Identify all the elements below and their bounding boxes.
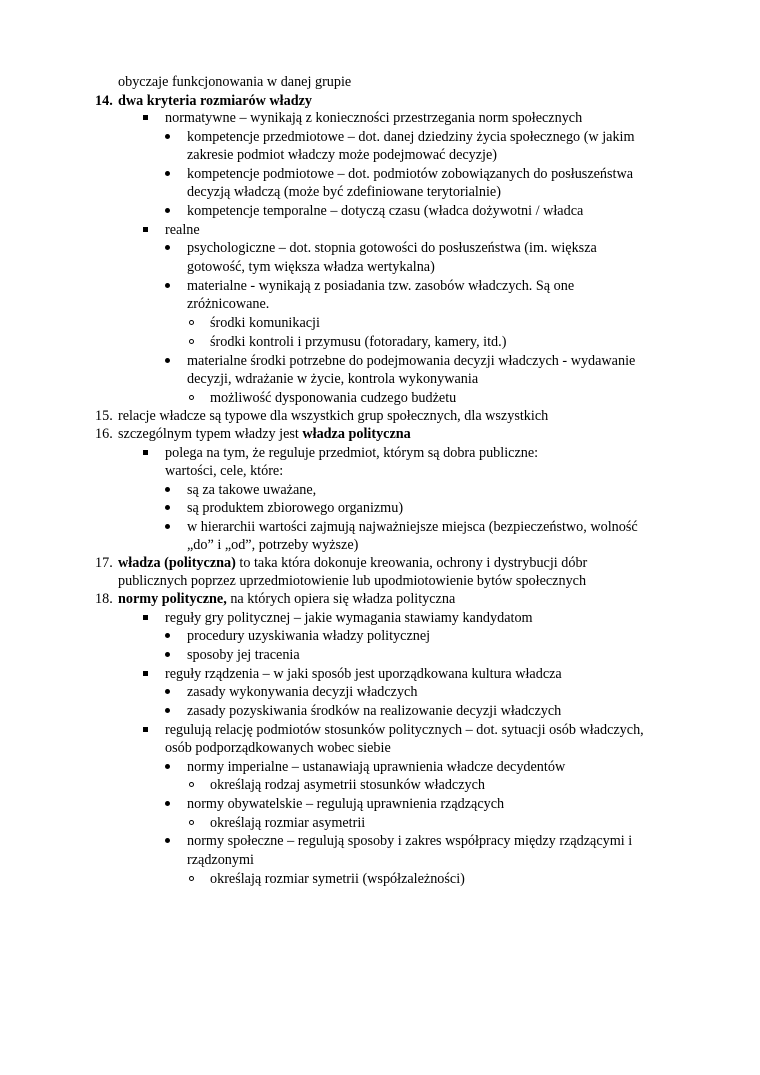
text-line	[118, 425, 411, 443]
circle-bullet-icon	[189, 876, 194, 881]
text-line: kompetencje temporalne – dotyczą czasu (władca dożywotni / władca	[187, 203, 584, 219]
text-line: normy imperialne – ustanawiają uprawnienia władcze decydentów	[187, 759, 566, 775]
text-line: kompetencje podmiotowe – dot. podmiotów zobowiązanych do posłuszeństwa	[187, 166, 634, 182]
text-line: w hierarchii wartości zajmują najważniejsze miejsca (bezpieczeństwo, wolność	[187, 519, 638, 535]
text-line: kompetencje przedmiotowe – dot. danej dziedziny życia społecznego (w jakim	[187, 129, 635, 145]
text-line: normatywne – wynikają z konieczności przestrzegania norm społecznych	[165, 110, 583, 126]
bullet-icon	[165, 652, 170, 657]
text-line: są za takowe uważane,	[187, 482, 317, 498]
list-item-heading: dwa kryteria rozmiarów władzy	[118, 93, 312, 109]
bullet-icon	[165, 524, 170, 529]
text-line: materialne - wynikają z posiadania tzw. zasobów władczych. Są one	[187, 278, 575, 294]
text-line: zróżnicowane.	[187, 296, 270, 312]
text-line: określają rozmiar asymetrii	[210, 815, 366, 831]
list-number: 15.	[95, 408, 113, 424]
bullet-icon	[165, 487, 170, 492]
text-line: sposoby jej tracenia	[187, 647, 300, 663]
text-line	[118, 554, 587, 572]
bullet-icon	[165, 764, 170, 769]
circle-bullet-icon	[189, 820, 194, 825]
text-line: środki komunikacji	[210, 315, 320, 331]
bullet-icon	[165, 708, 170, 713]
bold-term: normy polityczne,	[118, 591, 227, 607]
bullet-icon	[165, 358, 170, 363]
square-bullet-icon	[143, 727, 148, 732]
square-bullet-icon	[143, 115, 148, 120]
text-line: osób podporządkowanych wobec siebie	[165, 740, 391, 756]
bullet-icon	[165, 283, 170, 288]
bullet-icon	[165, 208, 170, 213]
bullet-icon	[165, 689, 170, 694]
text-run: szczególnym typem władzy jest	[118, 426, 303, 442]
text-line: zakresie podmiot władczy może podejmować decyzje)	[187, 147, 498, 163]
square-bullet-icon	[143, 227, 148, 232]
text-line: psychologiczne – dot. stopnia gotowości do posłuszeństwa (im. większa	[187, 240, 597, 256]
text-line: gotowość, tym większa władza wertykalna)	[187, 259, 435, 275]
square-bullet-icon	[143, 615, 148, 620]
text-line: decyzji, wdrażanie w życie, kontrola wykonywania	[187, 371, 479, 387]
text-line: są produktem zbiorowego organizmu)	[187, 500, 404, 516]
bullet-icon	[165, 633, 170, 638]
text-line: relacje władcze są typowe dla wszystkich grup społecznych, dla wszystkich	[118, 408, 549, 424]
square-bullet-icon	[143, 671, 148, 676]
text-line: określają rodzaj asymetrii stosunków władczych	[210, 777, 485, 793]
text-line: polega na tym, że reguluje przedmiot, którym są dobra publiczne:	[165, 445, 539, 461]
circle-bullet-icon	[189, 782, 194, 787]
bullet-icon	[165, 801, 170, 806]
text-line: publicznych poprzez uprzedmiotowienie lub upodmiotowienie bytów społecznych	[118, 573, 587, 589]
circle-bullet-icon	[189, 395, 194, 400]
bullet-icon	[165, 505, 170, 510]
text-line: środki kontroli i przymusu (fotoradary, kamery, itd.)	[210, 334, 507, 350]
text-line: normy obywatelskie – regulują uprawnienia rządzących	[187, 796, 505, 812]
text-line: procedury uzyskiwania władzy politycznej	[187, 628, 431, 644]
text-line: wartości, cele, które:	[165, 463, 284, 479]
text-line: realne	[165, 222, 200, 238]
text-line: określają rozmiar symetrii (współzależności)	[210, 871, 465, 887]
list-number: 14.	[95, 93, 113, 109]
text-line: „do” i „od”, potrzeby wyższe)	[187, 537, 359, 553]
text-line: możliwość dysponowania cudzego budżetu	[210, 390, 457, 406]
list-number: 18.	[95, 591, 113, 607]
square-bullet-icon	[143, 450, 148, 455]
bold-term: władza (polityczna)	[118, 555, 236, 571]
text-line: materialne środki potrzebne do podejmowania decyzji władczych - wydawanie	[187, 353, 636, 369]
text-line: normy społeczne – regulują sposoby i zakres współpracy między rządzącymi i	[187, 833, 633, 849]
list-number: 17.	[95, 555, 113, 571]
list-number: 16.	[95, 426, 113, 442]
text-line: regulują relację podmiotów stosunków politycznych – dot. sytuacji osób władczych,	[165, 722, 644, 738]
bold-term: władza polityczna	[302, 426, 411, 442]
bullet-icon	[165, 838, 170, 843]
text-run: na których opiera się władza polityczna	[226, 591, 456, 607]
text-line: zasady pozyskiwania środków na realizowanie decyzji władczych	[187, 703, 562, 719]
bullet-icon	[165, 134, 170, 139]
circle-bullet-icon	[189, 320, 194, 325]
text-line: reguły rządzenia – w jaki sposób jest uporządkowana kultura władcza	[165, 666, 562, 682]
text-line: reguły gry politycznej – jakie wymagania stawiamy kandydatom	[165, 610, 533, 626]
text-line	[118, 590, 455, 608]
text-line: obyczaje funkcjonowania w danej grupie	[118, 74, 352, 90]
text-line: zasady wykonywania decyzji władczych	[187, 684, 418, 700]
bullet-icon	[165, 171, 170, 176]
text-run: to taka która dokonuje kreowania, ochrony i dystrybucji dóbr	[235, 555, 588, 571]
text-line: rządzonymi	[187, 852, 254, 868]
circle-bullet-icon	[189, 339, 194, 344]
bullet-icon	[165, 245, 170, 250]
text-line: decyzją władczą (może być zdefiniowane terytorialnie)	[187, 184, 501, 200]
